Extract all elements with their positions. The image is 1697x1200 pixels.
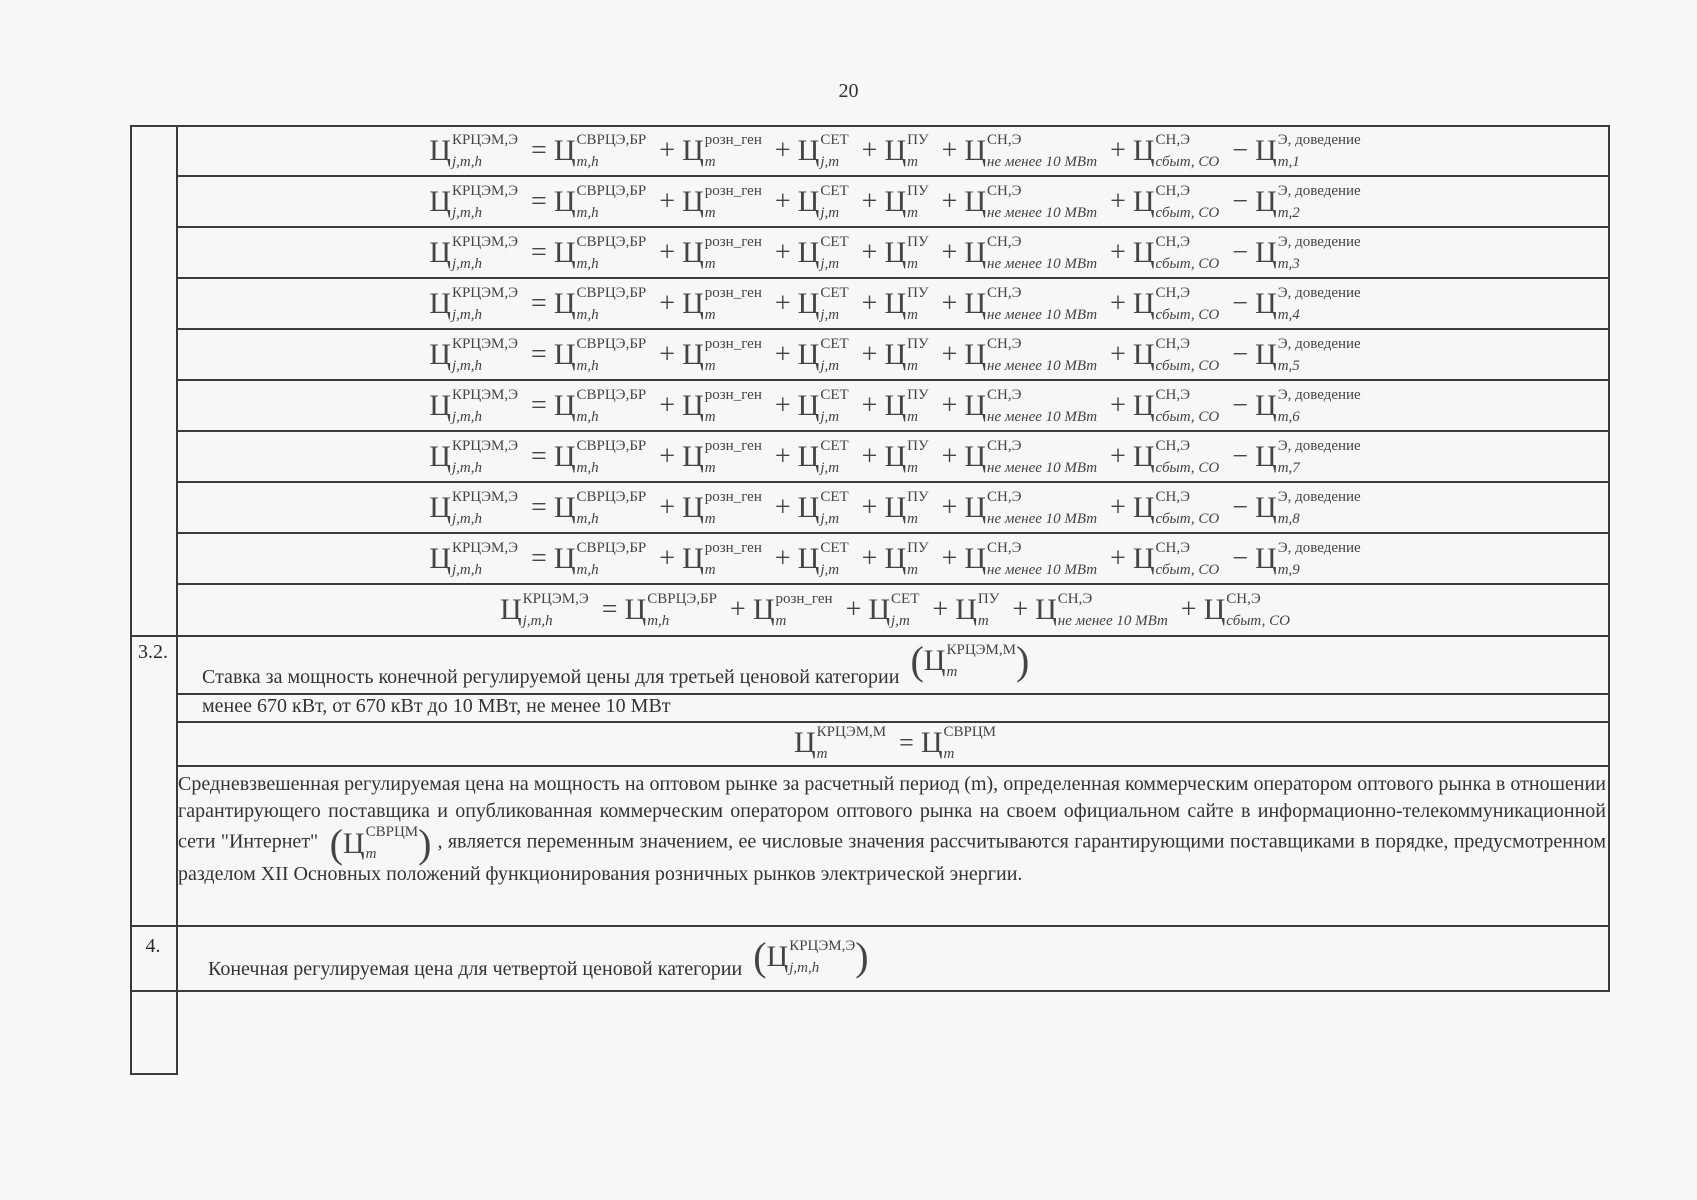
section-title-formula: ( Ц КРЦЭМ,М m ) <box>910 638 1030 683</box>
paragraph-text-1: Средневзвешенная регулируемая цена на мощность на оптовом рынке за расчетный период (m), определенная коммерческим оператором оптового рынка в отношении гарантирующего поставщика и опубликованная коммерческим оператором оптового рынка на своем официальном сайте в информационно-телекоммуникационной сети "Интернет" <box>178 773 1606 853</box>
formula-row-final: Ц КРЦЭМ,Э j,m,h = Ц СВРЦЭ,БР m,h + Ц розн_ген m + Ц СЕТ j,m + Ц ПУ m + Ц СН,Э не менее 10 МВт + Ц СН,Э сбыт, СО <box>500 591 1290 629</box>
formula-table <box>130 125 1610 1075</box>
formula-row: Ц КРЦЭМ,Э j,m,h = Ц СВРЦЭ,БР m,h + Ц розн_ген m + Ц СЕТ j,m + Ц ПУ m + Ц СН,Э не менее 10 МВт + Ц СН,Э сбыт, СО − Ц Э, доведение m,4 <box>429 285 1361 323</box>
formula-row: Ц КРЦЭМ,Э j,m,h = Ц СВРЦЭ,БР m,h + Ц розн_ген m + Ц СЕТ j,m + Ц ПУ m + Ц СН,Э не менее 10 МВт + Ц СН,Э сбыт, СО − Ц Э, доведение m,1 <box>429 132 1361 170</box>
paragraph-formula: ( Ц СВРЦМ m ) <box>329 820 432 866</box>
formula-row: Ц КРЦЭМ,Э j,m,h = Ц СВРЦЭ,БР m,h + Ц розн_ген m + Ц СЕТ j,m + Ц ПУ m + Ц СН,Э не менее 10 МВт + Ц СН,Э сбыт, СО − Ц Э, доведение m,8 <box>429 489 1361 527</box>
formula-row: Ц КРЦЭМ,Э j,m,h = Ц СВРЦЭ,БР m,h + Ц розн_ген m + Ц СЕТ j,m + Ц ПУ m + Ц СН,Э не менее 10 МВт + Ц СН,Э сбыт, СО − Ц Э, доведение m,6 <box>429 387 1361 425</box>
section-4-title <box>208 934 875 994</box>
section-formula: Ц КРЦЭМ,М m = Ц СВРЦМ m <box>793 724 997 762</box>
formula-row: Ц КРЦЭМ,Э j,m,h = Ц СВРЦЭ,БР m,h + Ц розн_ген m + Ц СЕТ j,m + Ц ПУ m + Ц СН,Э не менее 10 МВт + Ц СН,Э сбыт, СО − Ц Э, доведение m,5 <box>429 336 1361 374</box>
section-4-title-text: Конечная регулируемая цена для четвертой ценовой категории <box>208 958 743 981</box>
formula-row: Ц КРЦЭМ,Э j,m,h = Ц СВРЦЭ,БР m,h + Ц розн_ген m + Ц СЕТ j,m + Ц ПУ m + Ц СН,Э не менее 10 МВт + Ц СН,Э сбыт, СО − Ц Э, доведение m,3 <box>429 234 1361 272</box>
section-number-4: 4. <box>145 935 161 957</box>
formula-row: Ц КРЦЭМ,Э j,m,h = Ц СВРЦЭ,БР m,h + Ц розн_ген m + Ц СЕТ j,m + Ц ПУ m + Ц СН,Э не менее 10 МВт + Ц СН,Э сбыт, СО − Ц Э, доведение m,9 <box>429 540 1361 578</box>
section-number: 3.2. <box>138 641 168 663</box>
formula-row: Ц КРЦЭМ,Э j,m,h = Ц СВРЦЭ,БР m,h + Ц розн_ген m + Ц СЕТ j,m + Ц ПУ m + Ц СН,Э не менее 10 МВт + Ц СН,Э сбыт, СО − Ц Э, доведение m,2 <box>429 183 1361 221</box>
section-4-title-formula: ( Ц КРЦЭМ,Э j,m,h ) <box>753 934 869 979</box>
section-subtitle: менее 670 кВт, от 670 кВт до 10 МВт, не менее 10 МВт <box>202 695 671 717</box>
paragraph-text-2: , является переменным значением, ее числовые значения рассчитываются гарантирующими поставщиками в порядке, предусмотренном разделом XII Основных положений функционирования розничных рынков электрической энергии. <box>178 830 1606 885</box>
section-title-text: Ставка за мощность конечной регулируемой цены для третьей ценовой категории <box>202 666 900 689</box>
page-number: 20 <box>838 80 859 102</box>
formula-row: Ц КРЦЭМ,Э j,m,h = Ц СВРЦЭ,БР m,h + Ц розн_ген m + Ц СЕТ j,m + Ц ПУ m + Ц СН,Э не менее 10 МВт + Ц СН,Э сбыт, СО − Ц Э, доведение m,7 <box>429 438 1361 476</box>
section-paragraph <box>178 771 1606 888</box>
